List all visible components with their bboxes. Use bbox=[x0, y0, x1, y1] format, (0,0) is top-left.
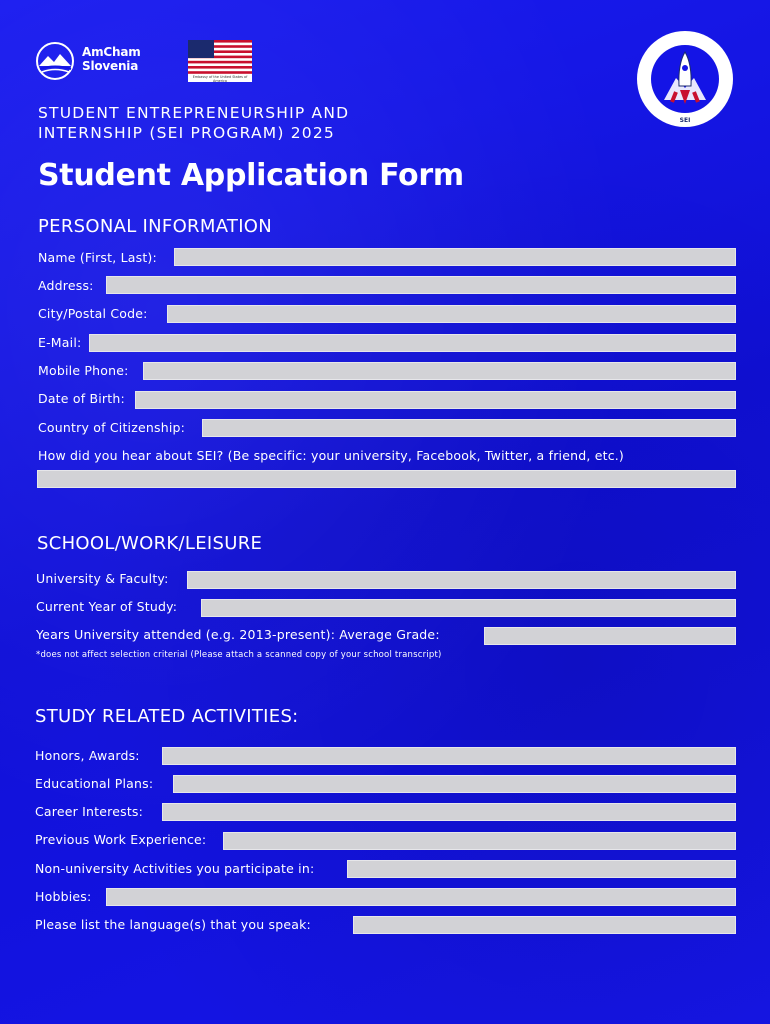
name-field[interactable] bbox=[174, 248, 736, 266]
amcham-line2: Slovenia bbox=[82, 59, 139, 73]
label-activities: Non-university Activities you participate in: bbox=[35, 861, 315, 876]
address-field[interactable] bbox=[106, 276, 736, 294]
sei-badge-logo-icon bbox=[636, 30, 734, 128]
label-career-interests: Career Interests: bbox=[35, 804, 144, 819]
label-languages: Please list the language(s) that you speak: bbox=[35, 917, 311, 932]
educational-plans-field[interactable] bbox=[173, 775, 736, 793]
transcript-note: *does not affect selection criterial (Please attach a scanned copy of your school transcript) bbox=[36, 650, 442, 660]
email-field[interactable] bbox=[89, 334, 736, 352]
languages-field[interactable] bbox=[353, 916, 736, 934]
section-title-study: STUDY RELATED ACTIVITIES: bbox=[35, 706, 299, 727]
label-year-of-study: Current Year of Study: bbox=[36, 599, 178, 614]
label-city: City/Postal Code: bbox=[38, 306, 148, 321]
label-years-grade: Years University attended (e.g. 2013-present): Average Grade: bbox=[36, 627, 440, 642]
honors-awards-field[interactable] bbox=[162, 747, 736, 765]
amcham-logo-icon bbox=[36, 42, 78, 80]
label-hobbies: Hobbies: bbox=[35, 889, 92, 904]
label-dob: Date of Birth: bbox=[38, 391, 125, 406]
activities-field[interactable] bbox=[347, 860, 736, 878]
date-of-birth-field[interactable] bbox=[135, 391, 736, 409]
program-title bbox=[38, 103, 349, 143]
section-title-school: SCHOOL/WORK/LEISURE bbox=[37, 533, 263, 554]
label-citizenship: Country of Citizenship: bbox=[38, 420, 186, 435]
city-postal-field[interactable] bbox=[167, 305, 736, 323]
hobbies-field[interactable] bbox=[106, 888, 736, 906]
label-honors: Honors, Awards: bbox=[35, 748, 140, 763]
label-name: Name (First, Last): bbox=[38, 250, 157, 265]
amcham-line1: AmCham bbox=[82, 45, 141, 59]
program-title-line1: STUDENT ENTREPRENEURSHIP AND bbox=[38, 104, 350, 122]
label-university: University & Faculty: bbox=[36, 571, 169, 586]
hear-about-field[interactable] bbox=[37, 470, 736, 488]
work-experience-field[interactable] bbox=[223, 832, 736, 850]
career-interests-field[interactable] bbox=[162, 803, 736, 821]
year-of-study-field[interactable] bbox=[201, 599, 736, 617]
label-email: E-Mail: bbox=[38, 335, 82, 350]
amcham-logo-text bbox=[82, 45, 141, 73]
us-embassy-flag-logo bbox=[188, 40, 252, 82]
form-title: Student Application Form bbox=[38, 158, 464, 193]
citizenship-field[interactable] bbox=[202, 419, 736, 437]
label-address: Address: bbox=[38, 278, 94, 293]
label-educational-plans: Educational Plans: bbox=[35, 776, 154, 791]
flag-caption: Embassy of the United States of America bbox=[192, 75, 248, 83]
program-title-line2: INTERNSHIP (SEI PROGRAM) 2025 bbox=[38, 124, 335, 142]
university-faculty-field[interactable] bbox=[187, 571, 736, 589]
label-hear-about: How did you hear about SEI? (Be specific: your university, Facebook, Twitter, a friend, etc.) bbox=[38, 448, 625, 463]
section-title-personal: PERSONAL INFORMATION bbox=[38, 216, 273, 237]
mobile-phone-field[interactable] bbox=[143, 362, 736, 380]
sei-badge-label: SEI bbox=[679, 117, 691, 124]
label-work-experience: Previous Work Experience: bbox=[35, 832, 207, 847]
us-flag-icon bbox=[188, 40, 252, 74]
label-mobile: Mobile Phone: bbox=[38, 363, 129, 378]
average-grade-field[interactable] bbox=[484, 627, 736, 645]
